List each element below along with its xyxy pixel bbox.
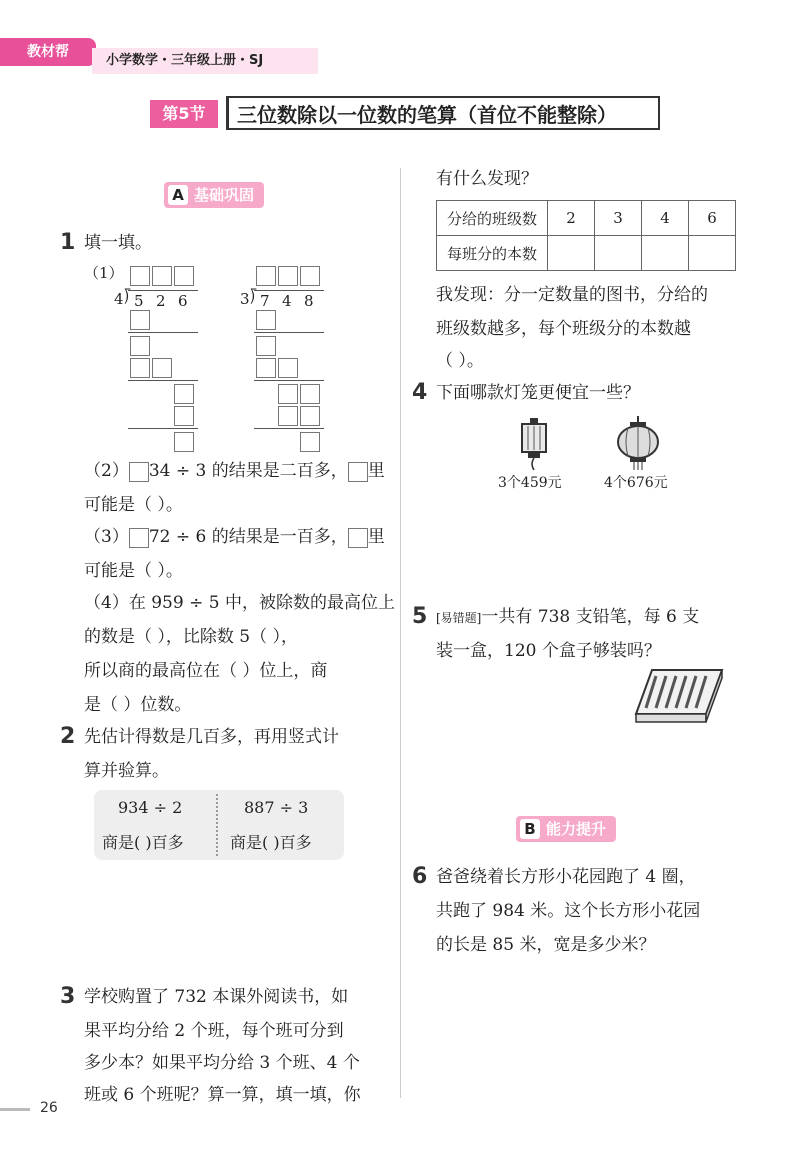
q3-table <box>436 200 736 271</box>
lantern-price-1: 3个459元 <box>498 475 562 491</box>
work-line <box>128 380 198 381</box>
tag-advanced <box>516 816 616 842</box>
table-cell: 4 <box>642 201 689 236</box>
work-box[interactable] <box>300 432 320 452</box>
division-bar <box>254 290 324 291</box>
q3-line3: 多少本？如果平均分给 3 个班、4 个 <box>84 1053 360 1073</box>
tag-label-b: 能力提升 <box>546 820 607 838</box>
q1-part4-line3: 所以商的最高位在（ ）位上，商 <box>84 661 328 681</box>
q1-part4-line1: （4）在 959 ÷ 5 中，被除数的最高位上 <box>84 593 395 613</box>
work-box[interactable] <box>256 358 276 378</box>
section-title: 三位数除以一位数的笔算（首位不能整除） <box>226 96 660 130</box>
division-bracket: ⟌ <box>124 288 131 307</box>
table-row <box>437 236 736 271</box>
q3-continuation: 有什么发现？ <box>436 169 538 189</box>
work-box[interactable] <box>174 406 194 426</box>
divisor: 4 <box>114 290 124 308</box>
column-divider <box>400 168 401 1098</box>
quotient-box[interactable] <box>174 266 194 286</box>
answer-1: 商是( )百多 <box>102 833 184 852</box>
blank-box[interactable] <box>129 528 149 548</box>
quotient-box[interactable] <box>278 266 298 286</box>
quotient-box[interactable] <box>256 266 276 286</box>
q1-part3-line1 <box>84 520 385 554</box>
work-line <box>254 428 324 429</box>
section-badge: 第5节 <box>150 100 218 128</box>
q2-line1: 先估计得数是几百多，再用竖式计 <box>84 727 339 747</box>
table-row <box>437 201 736 236</box>
work-box[interactable] <box>256 310 276 330</box>
divisor: 3 <box>240 290 250 308</box>
quotient-box[interactable] <box>300 266 320 286</box>
q2-line2: 算并验算。 <box>84 761 169 781</box>
q1-part3-line2: 可能是（ ）。 <box>84 561 183 581</box>
dividend-digit: 8 <box>304 292 314 310</box>
part-text: 72 ÷ 6 的结果是一百多， <box>148 527 348 547</box>
blank-box[interactable] <box>348 528 368 548</box>
answer-cell[interactable] <box>642 236 689 271</box>
q6-number: 6 <box>412 864 428 889</box>
book-title: 小学数学・三年级上册・SJ <box>92 48 318 74</box>
q3-line1: 学校购置了 732 本课外阅读书，如 <box>84 987 349 1007</box>
round-lantern-icon <box>614 416 662 472</box>
estimate-card <box>94 790 344 860</box>
quotient-box[interactable] <box>130 266 150 286</box>
dividend-digit: 4 <box>282 292 292 310</box>
q6-line3: 的长是 85 米，宽是多少米？ <box>436 935 656 955</box>
long-division-1 <box>110 262 210 452</box>
q1-number: 1 <box>60 230 76 255</box>
q6-line2: 共跑了 984 米。这个长方形小花园 <box>436 901 701 921</box>
dividend-digit: 7 <box>260 292 270 310</box>
part-text: 里 <box>367 527 385 547</box>
work-line <box>128 428 198 429</box>
q3-line4: 班或 6 个班呢？算一算，填一填，你 <box>84 1085 361 1105</box>
brand-label: 教材帮 <box>0 38 96 66</box>
division-bracket: ⟌ <box>250 288 257 307</box>
answer-cell[interactable] <box>548 236 595 271</box>
blank-box[interactable] <box>129 462 149 482</box>
q4-text: 下面哪款灯笼更便宜一些？ <box>436 383 640 403</box>
work-box[interactable] <box>278 406 298 426</box>
dividend-digit: 5 <box>134 292 144 310</box>
long-division-2 <box>236 262 336 452</box>
q1-part4-line4: 是（ ）位数。 <box>84 695 192 715</box>
part-label: （2） <box>84 461 129 481</box>
q2-number: 2 <box>60 724 76 749</box>
card-spiral <box>216 794 226 856</box>
q3-finding-line1: 我发现：分一定数量的图书，分给的 <box>436 285 708 305</box>
lantern-price-2: 4个676元 <box>604 475 668 491</box>
square-lantern-icon <box>516 418 556 472</box>
answer-cell[interactable] <box>595 236 642 271</box>
work-box[interactable] <box>130 358 150 378</box>
q1-title: 填一填。 <box>84 233 152 253</box>
table-cell: 2 <box>548 201 595 236</box>
q3-line2: 果平均分给 2 个班，每个班可分到 <box>84 1021 344 1041</box>
q5-tag: [易错题] <box>436 611 482 625</box>
dividend-digit: 6 <box>178 292 188 310</box>
work-box[interactable] <box>152 358 172 378</box>
q1-part2-line2: 可能是（ ）。 <box>84 495 183 515</box>
q3-finding-line2: 班级数越多，每个班级分的本数越 <box>436 319 691 339</box>
work-box[interactable] <box>174 384 194 404</box>
work-box[interactable] <box>300 406 320 426</box>
tag-basic <box>164 182 264 208</box>
q1-part1-label: （1） <box>84 264 124 282</box>
table-cell: 6 <box>689 201 736 236</box>
answer-cell[interactable] <box>689 236 736 271</box>
footer-rule <box>0 1108 30 1111</box>
work-box[interactable] <box>300 384 320 404</box>
work-box[interactable] <box>278 384 298 404</box>
blank-box[interactable] <box>348 462 368 482</box>
q5-line1 <box>436 600 699 635</box>
pencil-box-icon <box>632 662 726 726</box>
work-line <box>128 332 198 333</box>
tag-letter-b: B <box>520 819 540 839</box>
work-box[interactable] <box>256 336 276 356</box>
q5-line2: 装一盒，120 个盒子够装吗？ <box>436 641 661 661</box>
division-bar <box>128 290 198 291</box>
part-text: 里 <box>367 461 385 481</box>
q3-number: 3 <box>60 984 76 1009</box>
q6-line1: 爸爸绕着长方形小花园跑了 4 圈， <box>436 867 696 887</box>
work-box[interactable] <box>278 358 298 378</box>
part-label: （3） <box>84 527 129 547</box>
table-header: 分给的班级数 <box>437 201 548 236</box>
tag-letter-a: A <box>168 185 188 205</box>
work-box[interactable] <box>130 310 150 330</box>
work-line <box>254 332 324 333</box>
quotient-box[interactable] <box>152 266 172 286</box>
table-header: 每班分的本数 <box>437 236 548 271</box>
q4-number: 4 <box>412 380 428 405</box>
q3-finding-line3: （ ）。 <box>436 351 484 371</box>
expr-2: 887 ÷ 3 <box>244 798 309 817</box>
expr-1: 934 ÷ 2 <box>118 798 183 817</box>
q5-text: 一共有 738 支铅笔，每 6 支 <box>481 607 700 627</box>
work-box[interactable] <box>174 432 194 452</box>
q1-part4-line2: 的数是（ ），比除数 5（ ）， <box>84 627 299 647</box>
answer-2: 商是( )百多 <box>230 833 312 852</box>
table-cell: 3 <box>595 201 642 236</box>
work-box[interactable] <box>130 336 150 356</box>
page-number: 26 <box>40 1100 58 1116</box>
tag-label-a: 基础巩固 <box>194 186 255 204</box>
part-text: 34 ÷ 3 的结果是二百多， <box>148 461 348 481</box>
q5-number: 5 <box>412 604 428 629</box>
work-line <box>254 380 324 381</box>
dividend-digit: 2 <box>156 292 166 310</box>
q1-part2-line1 <box>84 454 385 488</box>
